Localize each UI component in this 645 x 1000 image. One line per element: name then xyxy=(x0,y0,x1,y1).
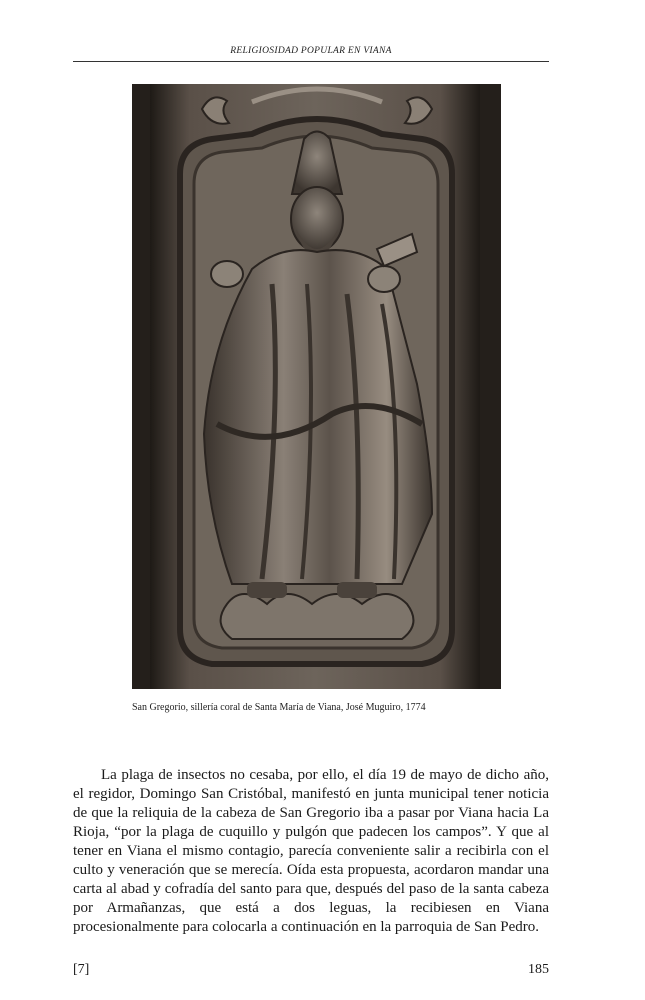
chapter-marker: [7] xyxy=(73,962,90,977)
header-rule xyxy=(73,61,549,62)
body-paragraph: La plaga de insectos no cesaba, por ello, el día 19 de mayo de dicho año, el regidor, Domingo San Cristóbal, manifestó en junta municipal tener noticia de que la reliquia de la cabeza de San Gregorio iba a pasar por Viana hacia La Rioja, “por la plaga de cuquillo y pulgón que padecen los campos”. Y que al tener en Viana el mismo contagio, parecía conveniente salir a recibirla con el culto y veneración que se merecía. Oída esta propuesta, acordaron mandar una carta al abad y cofradía del santo para que, después del paso de la santa cabeza por Armañanzas, que está a dos leguas, la recibiesen en Viana procesionalmente para colocarla a continuación en la parroquia de San Pedro. xyxy=(73,767,549,935)
body-text xyxy=(73,766,549,937)
figure-photo-san-gregorio xyxy=(132,84,501,689)
figure-caption: San Gregorio, sillería coral de Santa María de Viana, José Muguiro, 1774 xyxy=(132,702,426,713)
running-header: RELIGIOSIDAD POPULAR EN VIANA xyxy=(230,46,392,56)
page-number: 185 xyxy=(528,962,549,977)
